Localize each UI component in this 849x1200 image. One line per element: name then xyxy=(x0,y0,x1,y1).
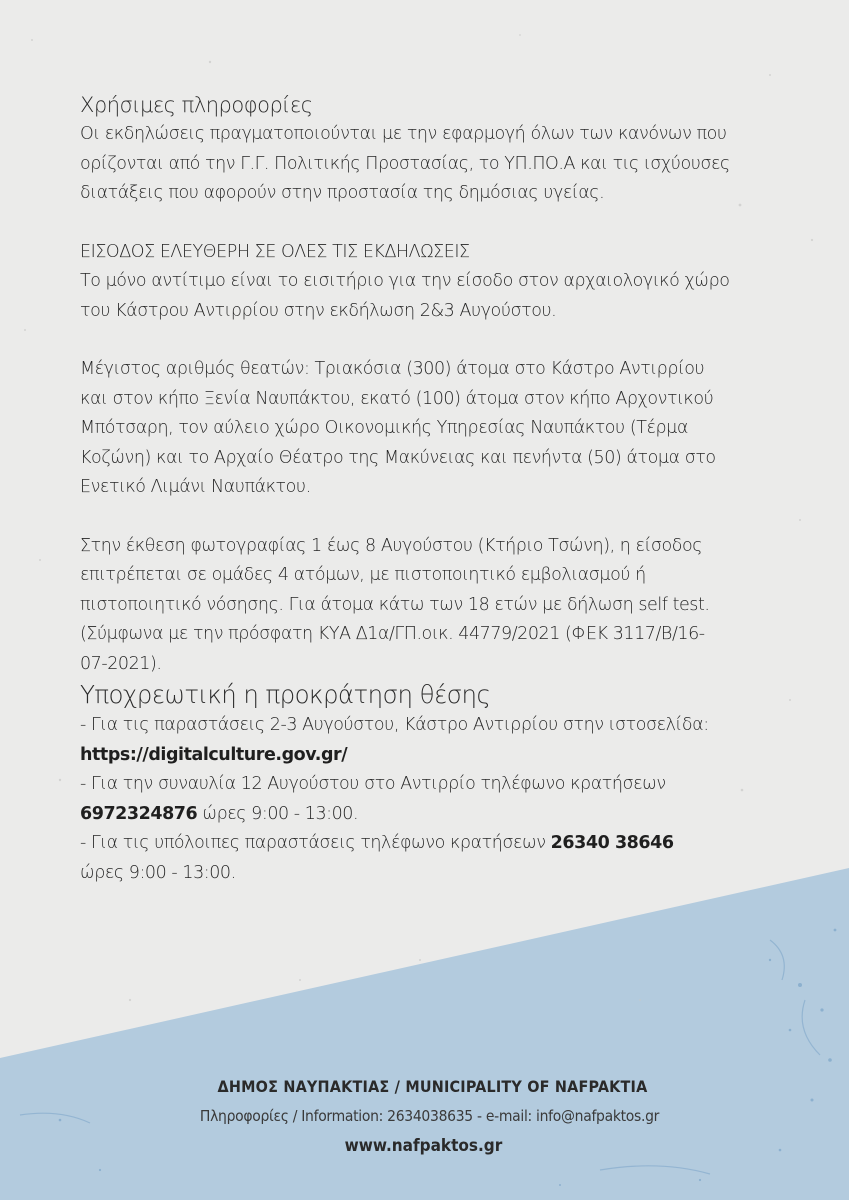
reservation-phone-1: 6972324876 xyxy=(80,803,198,824)
footer-info: Πληροφορίες / Information: 2634038635 - e-mail: info@nafpaktos.gr xyxy=(199,1107,660,1125)
reservation-paragraph xyxy=(80,711,770,888)
entry-paragraph xyxy=(80,267,770,326)
reservation-hours-2: ώρες 9:00 - 13:00. xyxy=(80,862,236,883)
info-heading: Χρήσιμες πληροφορίες xyxy=(80,93,313,117)
exhibition-line: 07-2021). xyxy=(80,653,162,674)
exhibition-line: πιστοποιητικό νόσησης. Για άτομα κάτω των 18 ετών με δήλωση self test. xyxy=(80,594,710,615)
info-line: ορίζονται από την Γ.Γ. Πολιτικής Προστασίας, το ΥΠ.ΠΟ.Α και τις ισχύουσες xyxy=(80,153,730,174)
capacity-line: Μέγιστος αριθμός θεατών: Τριακόσια (300) άτομα στο Κάστρο Αντιρρίου xyxy=(80,359,705,379)
reservation-phone-line xyxy=(80,829,770,859)
entry-heading: ΕΙΣΟΔΟΣ ΕΛΕΥΘΕΡΗ ΣΕ ΟΛΕΣ ΤΙΣ ΕΚΔΗΛΩΣΕΙΣ xyxy=(80,241,470,262)
footer-title: ΔΗΜΟΣ ΝΑΥΠΑΚΤΙΑΣ / MUNICIPALITY OF NAFPAKTIA xyxy=(217,1077,648,1096)
reservation-heading: Υποχρεωτική η προκράτηση θέσης xyxy=(80,680,491,709)
entry-line: του Κάστρου Αντιρρίου στην εκδήλωση 2&3 Αυγούστου. xyxy=(80,300,557,321)
reservation-line: - Για τις υπόλοιπες παραστάσεις τηλέφωνο κρατήσεων xyxy=(80,833,551,853)
capacity-paragraph xyxy=(80,355,770,503)
reservation-url-link[interactable]: https://digitalculture.gov.gr/ xyxy=(80,744,348,765)
reservation-phone-2: 26340 38646 xyxy=(550,833,674,853)
exhibition-paragraph xyxy=(80,532,770,680)
info-line: Οι εκδηλώσεις πραγματοποιούνται με την εφαρμογή όλων των κανόνων που xyxy=(80,124,727,144)
capacity-line: και στον κήπο Ξενία Ναυπάκτου, εκατό (100) άτομα στον κήπο Αρχοντικού xyxy=(80,388,714,409)
info-line: διατάξεις που αφορούν στην προστασία της δημόσιας υγείας. xyxy=(80,183,605,203)
reservation-line: - Για την συναυλία 12 Αυγούστου στο Αντιρρίο τηλέφωνο κρατήσεων xyxy=(80,774,666,794)
exhibition-line: (Σύμφωνα με την πρόσφατη ΚΥΑ Δ1α/ΓΠ.οικ. 44779/2021 (ΦΕΚ 3117/Β/16- xyxy=(80,624,705,644)
capacity-line: Μπότσαρη, τον αύλειο χώρο Οικονομικής Υπηρεσίας Ναυπάκτου (Τέρμα xyxy=(80,418,688,438)
footer-website-link[interactable]: www.nafpaktos.gr xyxy=(344,1136,503,1156)
reservation-line: - Για τις παραστάσεις 2-3 Αυγούστου, Κάστρο Αντιρρίου στην ιστοσελίδα: xyxy=(80,715,709,735)
exhibition-line: Στην έκθεση φωτογραφίας 1 έως 8 Αυγούστου (Κτήριο Τσώνη), η είσοδος xyxy=(80,535,703,556)
info-paragraph xyxy=(80,120,770,209)
capacity-line: Κοζώνη) και το Αρχαίο Θέατρο της Μακύνειας και πενήντα (50) άτομα στο xyxy=(80,447,716,468)
reservation-hours-1: ώρες 9:00 - 13:00. xyxy=(197,803,359,824)
content-body xyxy=(80,90,770,888)
exhibition-line: επιτρέπεται σε ομάδες 4 ατόμων, με πιστοποιητικό εμβολιασμού ή xyxy=(80,565,646,585)
entry-line: Το μόνο αντίτιμο είναι το εισιτήριο για την είσοδο στον αρχαιολογικό χώρο xyxy=(80,271,730,291)
reservation-phone-line xyxy=(80,800,770,830)
capacity-line: Ενετικό Λιμάνι Ναυπάκτου. xyxy=(80,477,311,497)
